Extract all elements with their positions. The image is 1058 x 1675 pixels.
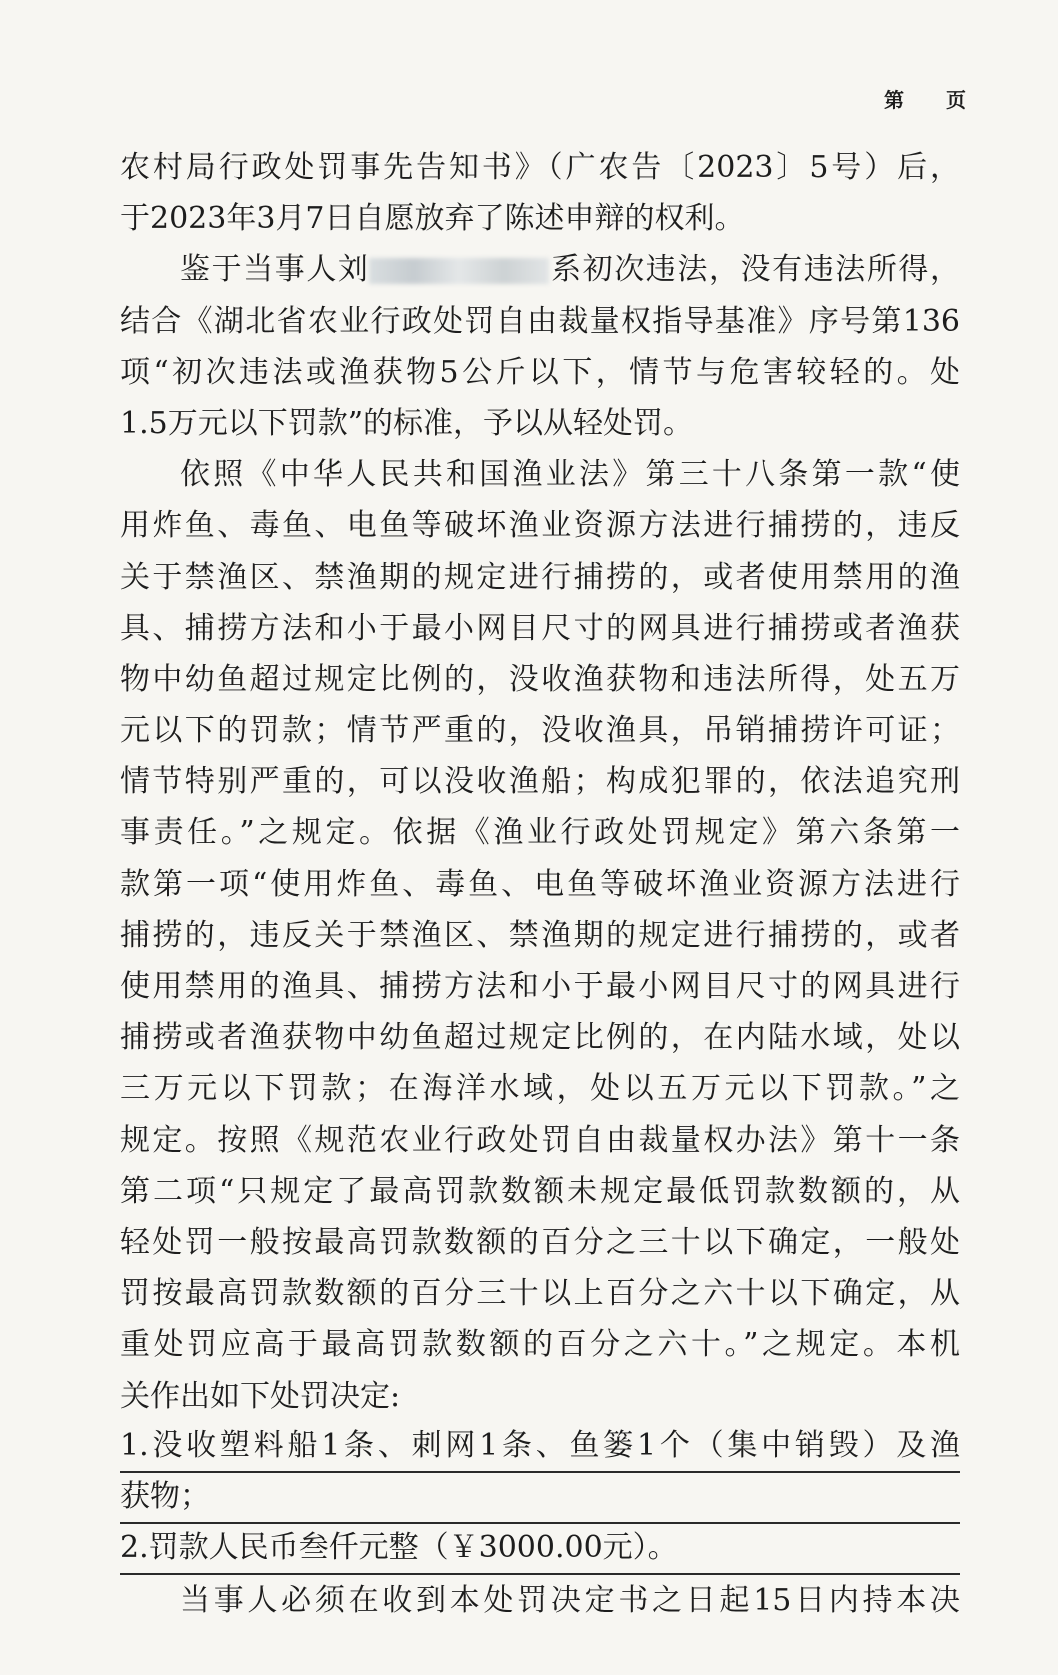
text-line: 依照《中华人民共和国渔业法》第三十八条第一款“使 [180,457,960,493]
text-line: 规定。按照《规范农业行政处罚自由裁量权办法》第十一条 [120,1122,960,1158]
text-line: 情节特别严重的，可以没收渔船；构成犯罪的，依法追究刑 [120,764,960,800]
text-segment: 系初次违法，没有违法所得， [549,252,961,288]
text-line: 结合《湖北省农业行政处罚自由裁量权指导基准》序号第136 [120,303,960,339]
text-line: 三万元以下罚款；在海洋水域，处以五万元以下罚款。”之 [120,1071,960,1107]
text-line: 使用禁用的渔具、捕捞方法和小于最小网目尺寸的网具进行 [120,969,960,1004]
text-line: 罚按最高罚款数额的百分三十以上百分之六十以下确定，从 [120,1276,960,1312]
text-line: 1.5万元以下罚款”的标准，予以从轻处罚。 [120,405,694,441]
document-body [120,142,960,1626]
text-line: 物中幼鱼超过规定比例的，没收渔获物和违法所得，处五万 [120,661,960,697]
page-number-header [884,84,968,113]
text-line: 重处罚应高于最高罚款数额的百分之六十。”之规定。本机 [120,1327,960,1363]
text-line-redacted [120,244,960,295]
decision-item-1: 1.没收塑料船1条、刺网1条、鱼篓1个（集中销毁）及渔 [120,1422,960,1473]
text-line: 用炸鱼、毒鱼、电鱼等破坏渔业资源方法进行捕捞的，违反 [120,508,960,544]
text-line: 项“初次违法或渔获物5公斤以下，情节与危害较轻的。处 [120,354,960,390]
text-line: 关作出如下处罚决定: [120,1378,401,1414]
page-label-di: 第 [884,88,906,112]
text-segment: 鉴于当事人刘 [180,252,370,288]
text-line: 轻处罚一般按最高罚款数额的百分之三十以下确定，一般处 [120,1224,960,1260]
text-line: 当事人必须在收到本处罚决定书之日起15日内持本决 [180,1583,960,1619]
text-line: 元以下的罚款；情节严重的，没收渔具，吊销捕捞许可证； [120,713,960,749]
decision-item-2: 2.罚款人民币叁仟元整（￥3000.00元）。 [120,1524,960,1575]
text-line: 事责任。”之规定。依据《渔业行政处罚规定》第六条第一 [120,815,960,851]
decision-item-1-cont: 获物； [120,1473,960,1524]
redacted-name-blur [369,258,549,284]
text-line: 捕捞的，违反关于禁渔区、禁渔期的规定进行捕捞的，或者 [120,917,960,953]
text-line: 具、捕捞方法和小于最小网目尺寸的网具进行捕捞或者渔获 [120,610,960,646]
text-line: 于2023年3月7日自愿放弃了陈述申辩的权利。 [120,201,745,237]
text-line: 农村局行政处罚事先告知书》（广农告〔2023〕5号）后， [120,150,960,185]
text-line: 第二项“只规定了最高罚款数额未规定最低罚款数额的，从 [120,1173,960,1209]
text-line: 捕捞或者渔获物中幼鱼超过规定比例的，在内陆水域，处以 [120,1020,960,1056]
text-line: 关于禁渔区、禁渔期的规定进行捕捞的，或者使用禁用的渔 [120,559,960,595]
page-label-ye: 页 [946,88,968,112]
text-line: 款第一项“使用炸鱼、毒鱼、电鱼等破坏渔业资源方法进行 [120,866,960,902]
